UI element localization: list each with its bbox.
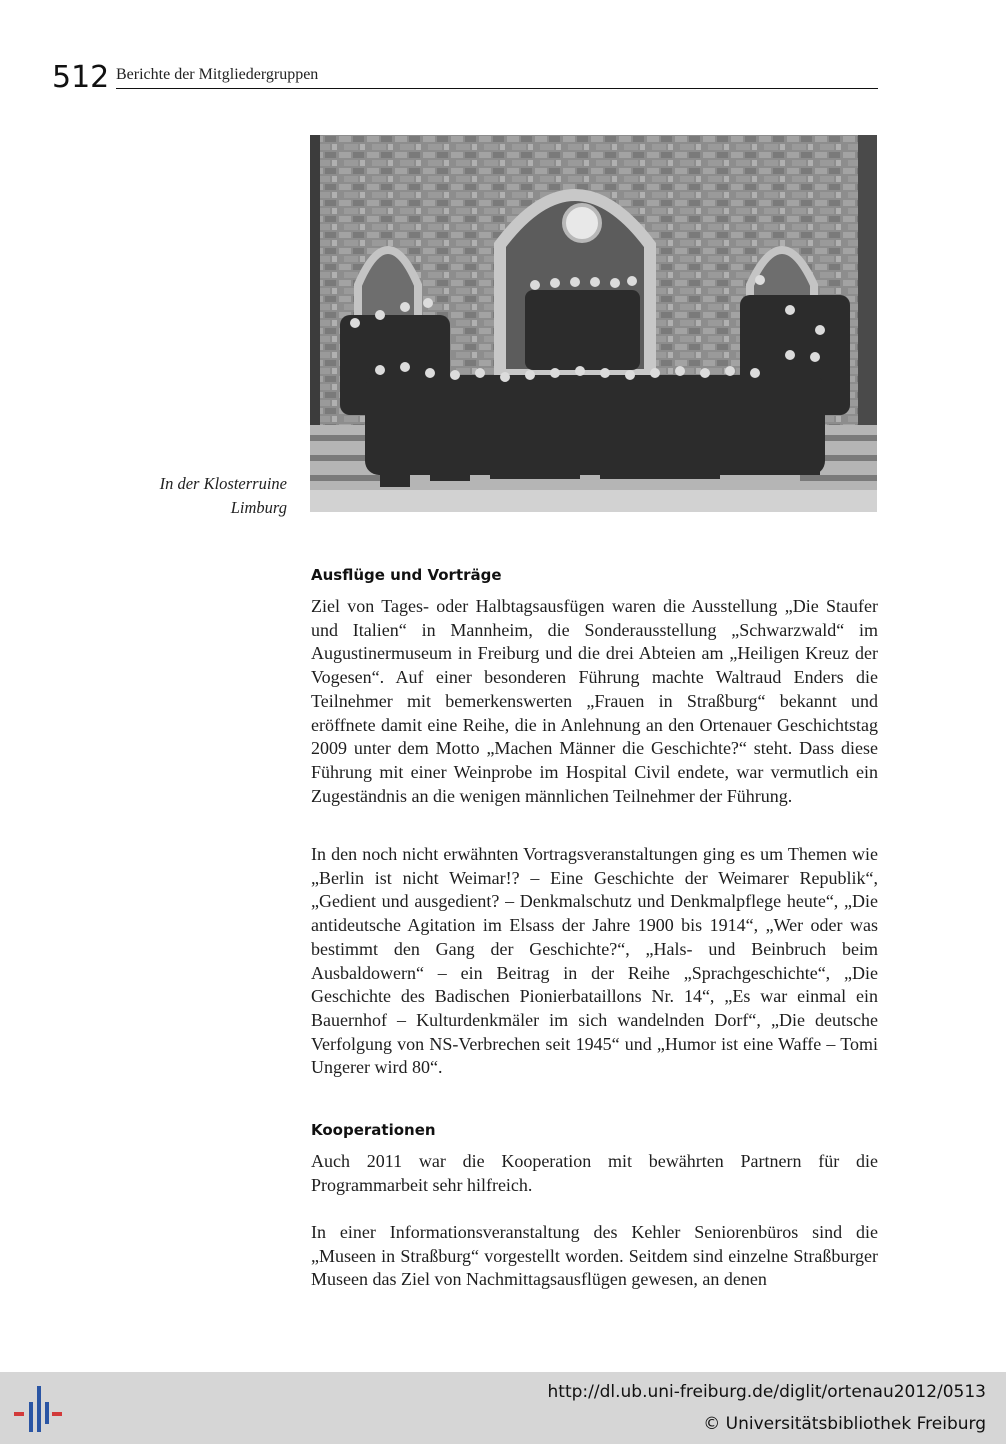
ub-freiburg-logo-icon [12, 1384, 64, 1434]
header-rule [116, 88, 878, 89]
body-paragraph: In den noch nicht erwähnten Vortragsveranstaltungen ging es um Themen wie „Berlin ist nicht Weimar!? – Eine Geschichte der Weimarer Republik“, „Gedient und ausgedient? – Denkmalschutz und Denkmalpflege heute“, „Die antideutsche Agitation im Elsass der Jahre 1900 bis 1914“, „Wer oder was bestimmt den Gang der Geschichte?“, „Hals- und Beinbruch beim Ausbaldowern“ – ein Beitrag in der Reihe „Sprachgeschichte“, „Die Geschichte des Badischen Pionierbataillons Nr. 14“, „Es war einmal ein Bauernhof – Kulturdenkmäler im sich wandelnden Dorf“, „Die deutsche Verfolgung von NS-Verbrechen seit 1945“ und „Humor ist eine Waffe – Tomi Ungerer wird 80“. [311, 844, 878, 1078]
body-paragraph: Auch 2011 war die Kooperation mit bewährten Partnern für die Programmarbeit sehr hilfreich. [311, 1151, 878, 1195]
section-heading-kooperationen: Kooperationen [311, 1121, 436, 1139]
footer-bar [0, 1372, 1006, 1444]
body-paragraph: In einer Informationsveranstaltung des Kehler Seniorenbüros sind die „Museen in Straßburg“ vorgestellt worden. Seitdem sind einzelne Straßburger Museen das Ziel von Nachmittagsausflügen gewesen, an denen [311, 1222, 878, 1290]
running-head: Berichte der Mitgliedergruppen [116, 66, 319, 83]
body-paragraph: Ziel von Tages- oder Halbtagsausfügen waren die Ausstellung „Die Staufer und Italien“ in Mannheim, die Sonderausstellung „Schwarzwald“ im Augustinermuseum in Freiburg und die drei Abteien am „Heiligen Kreuz der Vogesen“. Auf einer besonderen Führung machte Waltraud Enders die Teilnehmer mit bemerkenswerten „Frauen in Straßburg“ bekannt und eröffnete damit eine Reihe, die in Anlehnung an den Ortenauer Geschichtstag 2009 unter dem Motto „Machen Männer die Geschichte?“ steht. Dass diese Führung mit einer Weinprobe im Hospital Civil endete, war vermutlich ein Zugeständnis an die wenigen männlichen Teilnehmer der Führung. [311, 596, 878, 806]
photo-image [310, 135, 877, 512]
footer-copyright: © Universitätsbibliothek Freiburg [703, 1414, 986, 1434]
section-heading-ausfluege: Ausflüge und Vorträge [311, 566, 502, 584]
caption-line: Limburg [230, 498, 287, 517]
footer-url[interactable]: http://dl.ub.uni-freiburg.de/diglit/ortenau2012/0513 [547, 1382, 986, 1402]
group-photo [310, 135, 877, 512]
caption-line: In der Klosterruine [159, 474, 287, 493]
page-number: 512 [52, 60, 110, 95]
figure-caption [100, 472, 287, 520]
